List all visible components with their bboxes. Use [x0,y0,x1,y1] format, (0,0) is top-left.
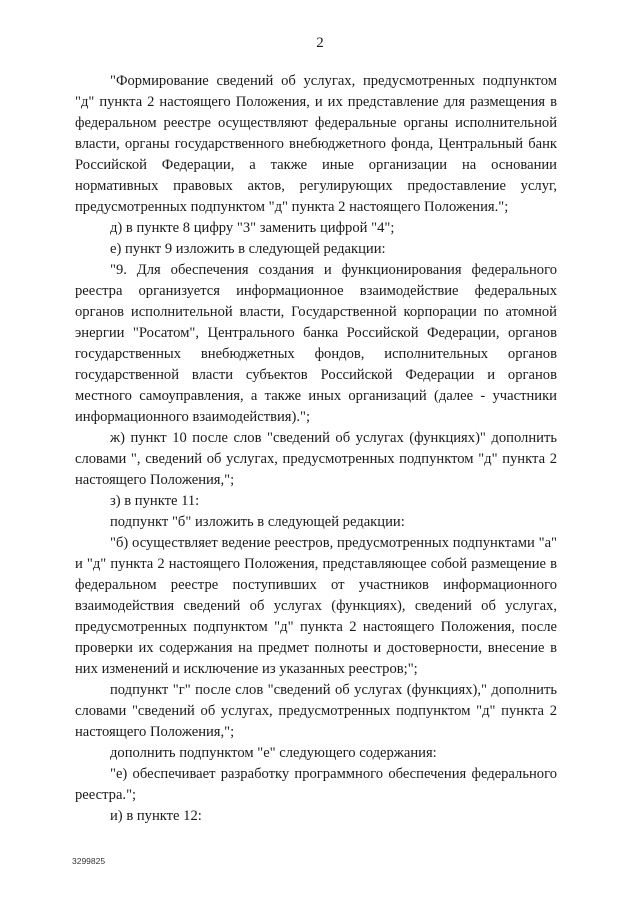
document-body [75,71,557,827]
paragraph-item-d: д) в пункте 8 цифру "3" заменить цифрой "4"; [110,220,395,236]
paragraph-item-i: и) в пункте 12: [110,808,202,824]
paragraph-formation-of-information: "Формирование сведений об услугах, предусмотренных подпунктом "д" пункта 2 настоящего Положения, и их представление для размещения в федеральном реестре осуществляют федеральные органы исполнительной власти, органы государственного внебюджетного фонда, Центральный банк Российской Федерации, а также иные организации на основании нормативных правовых актов, регулирующих предоставление услуг, предусмотренных подпунктом "д" пункта 2 настоящего Положения."; [75,73,557,215]
paragraph-item-zh: ж) пункт 10 после слов "сведений об услугах (функциях)" дополнить словами ", сведений об услугах, предусмотренных подпунктом "д" пункта 2 настоящего Положения,"; [75,430,557,488]
paragraph-subitem-b-intro: подпункт "б" изложить в следующей редакции: [110,514,405,530]
paragraph-subitem-b-text: "б) осуществляет ведение реестров, предусмотренных подпунктами "а" и "д" пункта 2 настоящего Положения, представляющее собой размещение в федеральном реестре поступивших от участников информационного взаимодействия сведений об услугах (функциях), сведений об услугах, предусмотренных подпунктом "д" пункта 2 настоящего Положения, после проверки их содержания на предмет полноты и достоверности, внесение в них изменений и исключение из указанных реестров;"; [75,535,557,677]
paragraph-subitem-g: подпункт "г" после слов "сведений об услугах (функциях)," дополнить словами "сведений об услугах, предусмотренных подпунктом "д" пункта 2 настоящего Положения,"; [75,682,557,740]
paragraph-subitem-e-text: "е) обеспечивает разработку программного обеспечения федерального реестра."; [75,766,557,803]
paragraph-point-9-text: "9. Для обеспечения создания и функционирования федерального реестра организуется информационное взаимодействие федеральных органов исполнительной власти, Государственной корпорации по атомной энергии "Росатом", Центрального банка Российской Федерации, органов государственных внебюджетных фондов, исполнительных органов государственной власти субъектов Российской Федерации и органов местного самоуправления, а также иных организаций (далее - участники информационного взаимодействия)."; [75,262,557,425]
paragraph-item-e: е) пункт 9 изложить в следующей редакции: [110,241,386,257]
paragraph-add-subitem-e: дополнить подпунктом "е" следующего содержания: [110,745,437,761]
paragraph-item-z: з) в пункте 11: [110,493,200,509]
document-code: 3299825 [72,856,106,866]
page-number: 2 [316,35,324,51]
